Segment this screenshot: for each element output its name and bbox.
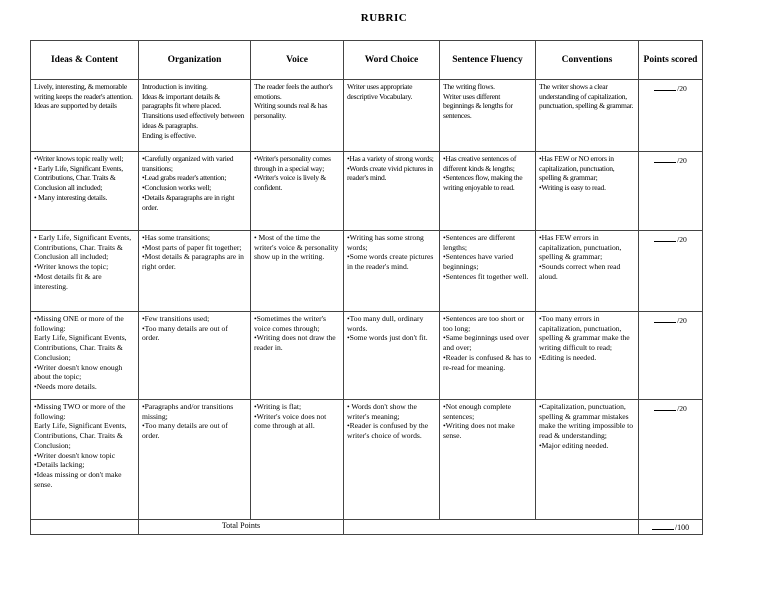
cell-ideas-content <box>31 400 139 520</box>
cell-line: •Details &paragraphs are in right order. <box>142 192 235 212</box>
cell-line: •Has creative sentences of different kinds & lengths; <box>443 154 517 173</box>
cell-word-choice <box>344 152 440 231</box>
cell-line: •Sentences flow, making the writing enjoyable to read. <box>443 173 523 193</box>
cell-ideas-content <box>31 80 139 152</box>
header-points-scored: Points scored <box>639 41 703 80</box>
points-value: /20 <box>677 316 687 325</box>
cell-organization <box>139 231 251 312</box>
cell-line: •Sentences are different lengths; <box>443 233 516 252</box>
cell-line: •Sentences have varied beginnings; <box>443 252 514 272</box>
cell-voice <box>251 152 344 231</box>
cell-sentence-fluency <box>440 231 536 312</box>
cell-conventions <box>536 400 639 520</box>
points-value: /20 <box>677 404 687 413</box>
cell-line: •Too many errors in capitalization, punctuation, spelling & grammar make the writing difficult to read; <box>539 314 630 353</box>
cell-line: •Writer's personality comes through in a special way; <box>254 154 331 173</box>
cell-line: •Reader is confused & has to re-read for meaning. <box>443 352 532 372</box>
cell-line: •Most details & paragraphs are in right order. <box>142 252 244 272</box>
cell-line: •Writer doesn't know topic <box>34 450 116 460</box>
cell-conventions <box>536 312 639 400</box>
cell-line: •Has FEW errors in capitalization, punctuation, spelling & grammar; <box>539 233 622 262</box>
cell-line: Writer uses appropriate descriptive Vocabulary. <box>347 82 413 101</box>
cell-line: •Not enough complete sentences; <box>443 402 512 421</box>
header-voice: Voice <box>251 41 344 80</box>
cell-line: • Many interesting details. <box>34 192 108 202</box>
cell-conventions <box>536 231 639 312</box>
cell-word-choice <box>344 80 440 152</box>
cell-line: •Conclusion works well; <box>142 183 212 193</box>
cell-line: The writer shows a clear understanding of capitalization, punctuation, spelling & grammar. <box>539 82 634 111</box>
cell-line: Writing sounds real & has personality. <box>254 101 328 121</box>
cell-sentence-fluency <box>440 80 536 152</box>
cell-line: •Writing does not draw the reader in. <box>254 333 336 353</box>
cell-line: •Writer doesn't know enough about the topic; <box>34 362 123 382</box>
cell-line: •Has a variety of strong words; <box>347 154 434 163</box>
header-word-choice: Word Choice <box>344 41 440 80</box>
cell-line: Writer uses different beginnings & lengths for sentences. <box>443 91 513 121</box>
cell-line: •Paragraphs and/or transitions missing; <box>142 402 234 421</box>
cell-line: •Same beginnings used over and over; <box>443 333 529 353</box>
cell-organization <box>139 312 251 400</box>
cell-line: Ideas & important details & paragraphs fit where placed. <box>142 91 222 111</box>
cell-word-choice <box>344 400 440 520</box>
header-organization: Organization <box>139 41 251 80</box>
rubric-table <box>30 40 703 535</box>
points-cell <box>639 312 703 400</box>
cell-ideas-content <box>31 152 139 231</box>
cell-line: The reader feels the author's emotions. <box>254 82 333 101</box>
rubric-row <box>31 80 703 152</box>
cell-line: Transitions used effectively between ideas & paragraphs. <box>142 111 245 130</box>
cell-line: •Some words just don't fit. <box>347 333 428 343</box>
points-value: /20 <box>677 156 687 165</box>
cell-sentence-fluency <box>440 312 536 400</box>
cell-line: Early Life, Significant Events, Contributions, Char. Traits & Conclusion; <box>34 421 127 450</box>
cell-sentence-fluency <box>440 400 536 520</box>
cell-line: •Has FEW or NO errors in capitalization, punctuation, spelling & grammar; <box>539 154 615 183</box>
cell-line: •Most parts of paper fit together; <box>142 242 242 252</box>
cell-line: •Missing TWO or more of the following: <box>34 402 126 421</box>
cell-line: Lively, interesting, & memorable writing keeps the reader's attention. Ideas are supported by details <box>34 82 133 111</box>
points-value: /20 <box>677 84 687 93</box>
cell-organization <box>139 80 251 152</box>
cell-line: •Lead grabs reader's attention; <box>142 173 227 183</box>
cell-line: Introduction is inviting. <box>142 82 208 91</box>
cell-line: •Writing is easy to read. <box>539 183 606 193</box>
cell-line: • Early Life, Significant Events, Contributions, Char. Traits & Conclusion all included; <box>34 233 132 262</box>
cell-conventions <box>536 80 639 152</box>
points-blank-line <box>654 314 676 323</box>
rubric-row <box>31 312 703 400</box>
total-blank-line <box>652 521 674 530</box>
cell-line: Ending is effective. <box>142 130 197 140</box>
cell-line: •Details lacking; <box>34 460 85 470</box>
cell-voice <box>251 400 344 520</box>
cell-line: •Missing ONE or more of the following: <box>34 314 124 333</box>
cell-line: •Sometimes the writer's voice comes through; <box>254 314 326 333</box>
cell-sentence-fluency <box>440 152 536 231</box>
points-blank-line <box>654 154 676 163</box>
points-blank-line <box>654 233 676 242</box>
header-sentence-fluency: Sentence Fluency <box>440 41 536 80</box>
points-blank-line <box>654 402 676 411</box>
cell-line: •Too many dull, ordinary words. <box>347 314 424 333</box>
total-spacer-right <box>344 520 639 535</box>
points-value: /20 <box>677 235 687 244</box>
cell-line: •Writer knows topic really well; <box>34 154 124 163</box>
points-cell <box>639 80 703 152</box>
cell-line: •Major editing needed. <box>539 440 609 450</box>
cell-line: •Has some transitions; <box>142 233 211 242</box>
total-label: Total Points <box>139 520 344 535</box>
cell-line: •Writer's voice is lively & confident. <box>254 173 327 193</box>
cell-line: •Needs more details. <box>34 382 97 392</box>
cell-ideas-content <box>31 312 139 400</box>
header-ideas-content: Ideas & Content <box>31 41 139 80</box>
points-cell <box>639 400 703 520</box>
cell-organization <box>139 152 251 231</box>
cell-line: •Ideas missing or don't make sense. <box>34 470 122 489</box>
cell-line: •Writing has some strong words; <box>347 233 424 252</box>
cell-voice <box>251 231 344 312</box>
cell-line: •Capitalization, punctuation, spelling & grammar mistakes make the writing impossible to read & understanding; <box>539 402 634 441</box>
cell-line: •Too many details are out of order. <box>142 323 228 343</box>
cell-line: • Words don't show the writer's meaning; <box>347 402 417 421</box>
cell-word-choice <box>344 312 440 400</box>
cell-voice <box>251 312 344 400</box>
cell-organization <box>139 400 251 520</box>
total-row <box>31 520 703 535</box>
total-points <box>639 520 703 535</box>
header-conventions: Conventions <box>536 41 639 80</box>
rubric-row <box>31 400 703 520</box>
cell-line: •Some words create pictures in the reader's mind. <box>347 252 434 272</box>
cell-line: •Words create vivid pictures in reader's mind. <box>347 163 433 183</box>
cell-line: •Writing is flat; <box>254 402 302 411</box>
cell-voice <box>251 80 344 152</box>
points-cell <box>639 152 703 231</box>
points-cell <box>639 231 703 312</box>
cell-line: • Early Life, Significant Events, Contributions, Char. Traits & Conclusion all included; <box>34 163 123 193</box>
rubric-row <box>31 231 703 312</box>
cell-line: •Sentences are too short or too long; <box>443 314 525 333</box>
cell-line: •Too many details are out of order. <box>142 421 228 441</box>
cell-line: •Most details fit & are interesting. <box>34 271 102 291</box>
cell-line: •Carefully organized with varied transitions; <box>142 154 234 173</box>
cell-line: •Editing is needed. <box>539 352 597 362</box>
cell-word-choice <box>344 231 440 312</box>
cell-conventions <box>536 152 639 231</box>
header-row <box>31 41 703 80</box>
cell-line: • Most of the time the writer's voice & personality show up in the writing. <box>254 233 339 262</box>
cell-line: •Few transitions used; <box>142 314 210 323</box>
cell-line: •Writer's voice does not come through at all. <box>254 411 327 431</box>
rubric-row <box>31 152 703 231</box>
cell-line: Early Life, Significant Events, Contributions, Char. Traits & Conclusion; <box>34 333 127 362</box>
cell-line: •Reader is confused by the writer's choice of words. <box>347 421 429 441</box>
cell-line: •Sounds correct when read aloud. <box>539 262 621 281</box>
cell-line: •Writer knows the topic; <box>34 262 109 272</box>
cell-line: The writing flows. <box>443 82 495 91</box>
cell-ideas-content <box>31 231 139 312</box>
total-spacer-left <box>31 520 139 535</box>
points-blank-line <box>654 82 676 91</box>
total-points-value: /100 <box>674 523 690 532</box>
cell-line: •Writing does not make sense. <box>443 421 515 441</box>
page-title: RUBRIC <box>360 12 408 24</box>
cell-line: •Sentences fit together well. <box>443 271 529 281</box>
